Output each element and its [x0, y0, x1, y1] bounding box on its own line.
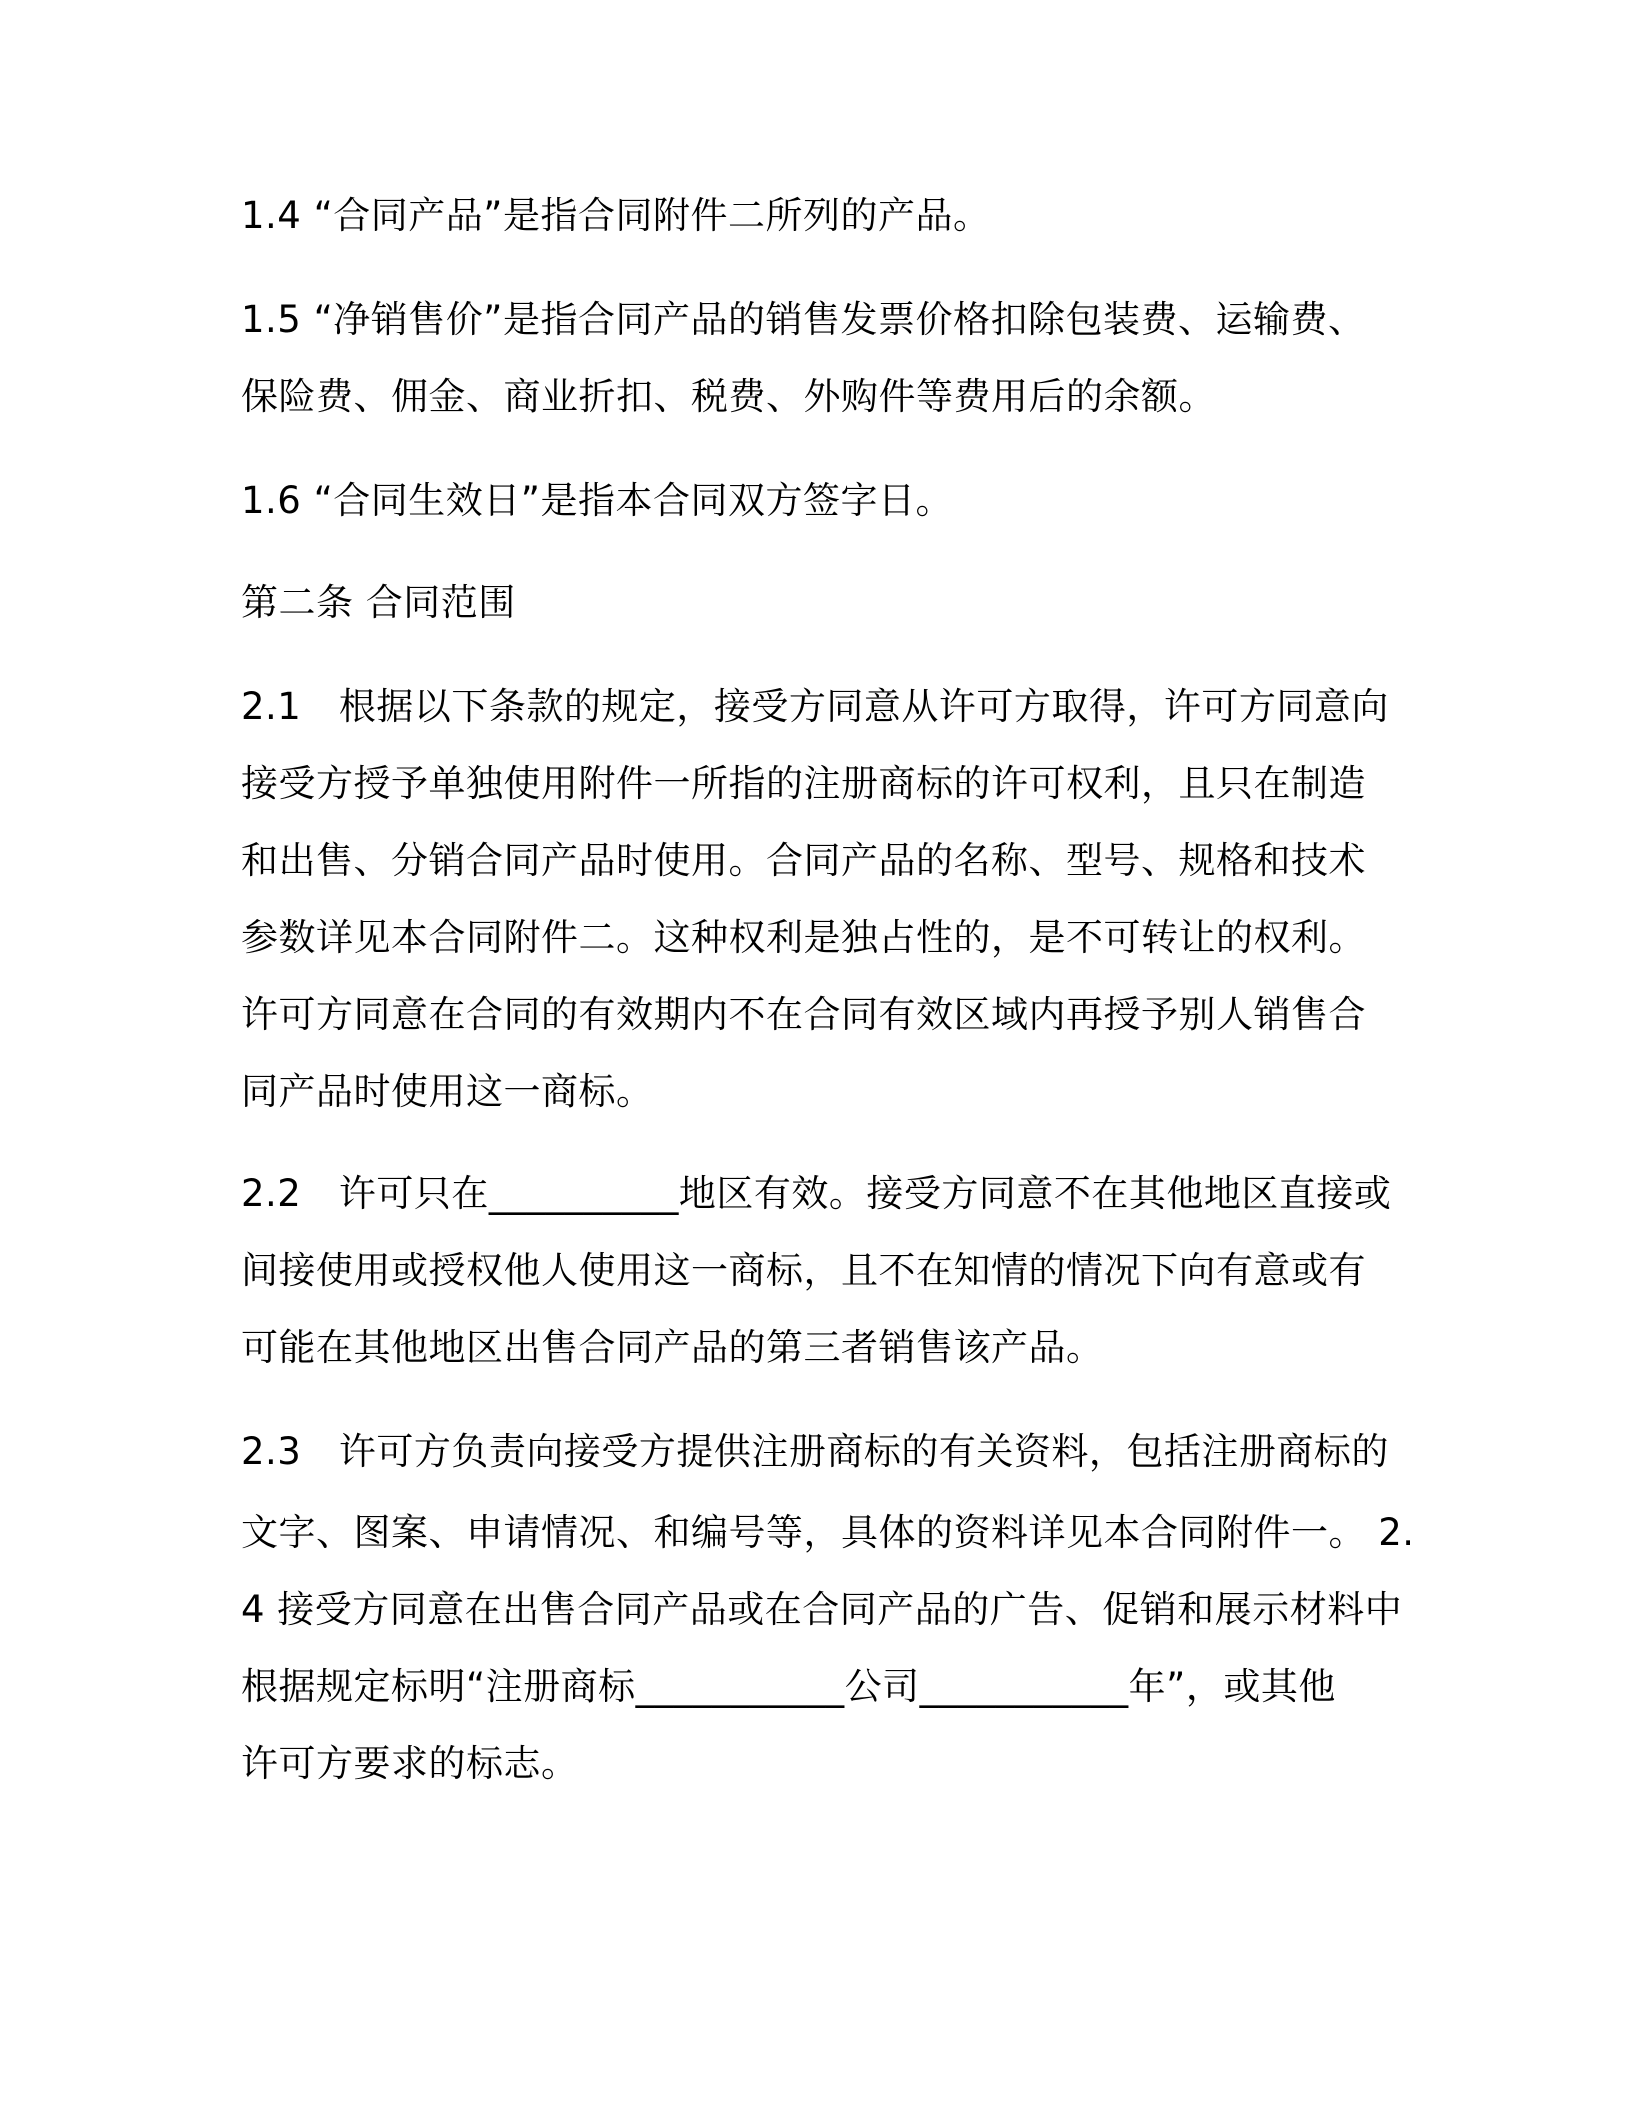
- section-heading-article-2: 第二条 合同范围: [241, 581, 516, 624]
- clause-2-3-line-2: 文字、图案、申请情况、和编号等，具体的资料详见本合同附件一。 2.: [241, 1511, 1415, 1554]
- clause-1-6: 1.6 “合同生效日”是指本合同双方签字日。: [241, 479, 953, 522]
- clause-2-2-line-1: 2.2 许可只在__________地区有效。接受方同意不在其他地区直接或: [241, 1172, 1392, 1215]
- clause-2-2-line-3: 可能在其他地区出售合同产品的第三者销售该产品。: [241, 1326, 1104, 1369]
- clause-2-4-line-2: 根据规定标明“注册商标___________公司___________年”，或其他: [241, 1665, 1336, 1708]
- clause-1-4: 1.4 “合同产品”是指合同附件二所列的产品。: [241, 194, 991, 237]
- clause-2-1-line-2: 接受方授予单独使用附件一所指的注册商标的许可权利，且只在制造: [241, 762, 1366, 805]
- clause-2-2-line-2: 间接使用或授权他人使用这一商标，且不在知情的情况下向有意或有: [241, 1249, 1366, 1292]
- clause-2-1-line-1: 2.1 根据以下条款的规定，接受方同意从许可方取得，许可方同意向: [241, 685, 1389, 728]
- clause-2-3-line-1: 2.3 许可方负责向接受方提供注册商标的有关资料，包括注册商标的: [241, 1430, 1389, 1473]
- clause-2-1-line-5: 许可方同意在合同的有效期内不在合同有效区域内再授予别人销售合: [241, 993, 1366, 1036]
- clause-2-1-line-6: 同产品时使用这一商标。: [241, 1070, 654, 1113]
- clause-1-5-line-1: 1.5 “净销售价”是指合同产品的销售发票价格扣除包装费、运输费、: [241, 298, 1366, 341]
- clause-1-5-line-2: 保险费、佣金、商业折扣、税费、外购件等费用后的余额。: [241, 375, 1216, 418]
- clause-2-1-line-3: 和出售、分销合同产品时使用。合同产品的名称、型号、规格和技术: [241, 839, 1366, 882]
- clause-2-4-line-1: 4 接受方同意在出售合同产品或在合同产品的广告、促销和展示材料中: [241, 1588, 1403, 1631]
- clause-2-4-line-3: 许可方要求的标志。: [241, 1742, 579, 1785]
- clause-2-1-line-4: 参数详见本合同附件二。这种权利是独占性的，是不可转让的权利。: [241, 916, 1366, 959]
